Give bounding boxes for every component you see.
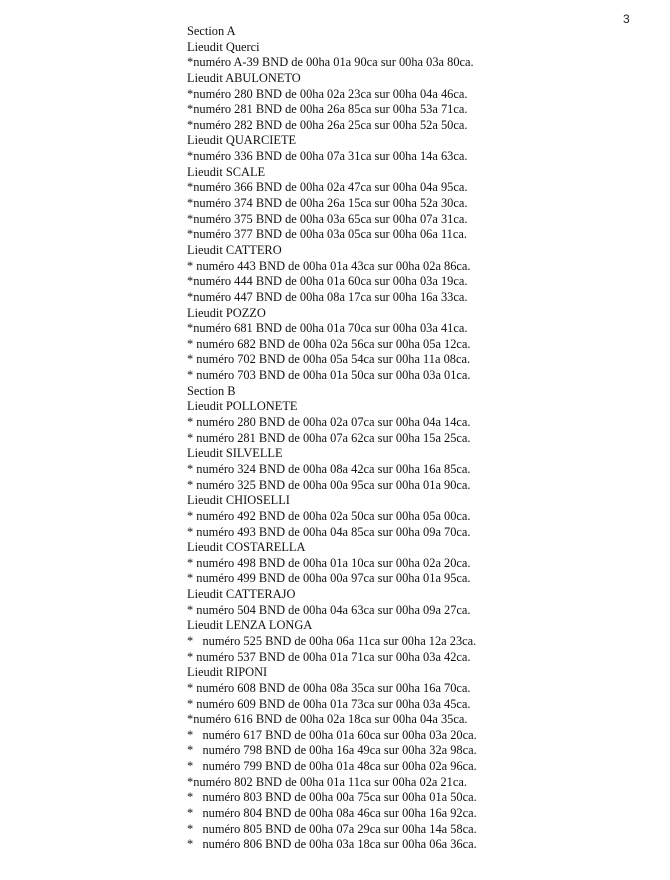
- parcel-entry: * numéro 608 BND de 00ha 08a 35ca sur 00ha 16a 70ca.: [187, 680, 471, 695]
- lieudit-heading: Lieudit CATTERAJO: [187, 587, 296, 602]
- parcel-entry: *numéro 616 BND de 00ha 02a 18ca sur 00ha 04a 35ca.: [187, 712, 468, 727]
- parcel-entry: * numéro 325 BND de 00ha 00a 95ca sur 00ha 01a 90ca.: [187, 477, 471, 492]
- parcel-entry: * numéro 799 BND de 00ha 01a 48ca sur 00ha 02a 96ca.: [187, 759, 477, 774]
- parcel-entry: *numéro 681 BND de 00ha 01a 70ca sur 00ha 03a 41ca.: [187, 321, 468, 336]
- parcel-entry: * numéro 525 BND de 00ha 06a 11ca sur 00ha 12a 23ca.: [187, 633, 477, 648]
- lieudit-heading: Lieudit CHIOSELLI: [187, 493, 290, 508]
- parcel-entry: * numéro 324 BND de 00ha 08a 42ca sur 00ha 16a 85ca.: [187, 461, 471, 476]
- page-number: 3: [623, 12, 630, 26]
- lieudit-heading: Lieudit LENZA LONGA: [187, 618, 313, 633]
- parcel-entry: * numéro 609 BND de 00ha 01a 73ca sur 00ha 03a 45ca.: [187, 696, 471, 711]
- document-body: [187, 24, 657, 853]
- section-heading: Section B: [187, 383, 236, 398]
- parcel-entry: *numéro 802 BND de 00ha 01a 11ca sur 00ha 02a 21ca.: [187, 774, 467, 789]
- parcel-entry: * numéro 805 BND de 00ha 07a 29ca sur 00ha 14a 58ca.: [187, 821, 477, 836]
- section-heading: Section A: [187, 24, 236, 38]
- lieudit-heading: Lieudit CATTERO: [187, 242, 282, 257]
- parcel-entry: * numéro 804 BND de 00ha 08a 46ca sur 00ha 16a 92ca.: [187, 806, 477, 821]
- parcel-entry: *numéro 366 BND de 00ha 02a 47ca sur 00ha 04a 95ca.: [187, 180, 468, 195]
- lieudit-heading: Lieudit ABULONETO: [187, 70, 301, 85]
- parcel-entry: *numéro 280 BND de 00ha 02a 23ca sur 00ha 04a 46ca.: [187, 86, 468, 101]
- parcel-entry: *numéro A-39 BND de 00ha 01a 90ca sur 00ha 03a 80ca.: [187, 55, 474, 70]
- parcel-entry: * numéro 803 BND de 00ha 00a 75ca sur 00ha 01a 50ca.: [187, 790, 477, 805]
- lieudit-heading: Lieudit COSTARELLA: [187, 540, 306, 555]
- lieudit-heading: Lieudit Querci: [187, 39, 260, 54]
- parcel-entry: * numéro 499 BND de 00ha 00a 97ca sur 00ha 01a 95ca.: [187, 571, 471, 586]
- parcel-entry: *numéro 281 BND de 00ha 26a 85ca sur 00ha 53a 71ca.: [187, 102, 468, 117]
- parcel-entry: * numéro 702 BND de 00ha 05a 54ca sur 00ha 11a 08ca.: [187, 352, 471, 367]
- parcel-entry: * numéro 443 BND de 00ha 01a 43ca sur 00ha 02a 86ca.: [187, 258, 471, 273]
- parcel-entry: * numéro 504 BND de 00ha 04a 63ca sur 00ha 09a 27ca.: [187, 602, 471, 617]
- lieudit-heading: Lieudit RIPONI: [187, 665, 268, 680]
- parcel-entry: * numéro 703 BND de 00ha 01a 50ca sur 00ha 03a 01ca.: [187, 368, 471, 383]
- lieudit-heading: Lieudit SILVELLE: [187, 446, 283, 461]
- parcel-entry: *numéro 375 BND de 00ha 03a 65ca sur 00ha 07a 31ca.: [187, 211, 468, 226]
- parcel-entry: *numéro 374 BND de 00ha 26a 15ca sur 00ha 52a 30ca.: [187, 196, 468, 211]
- parcel-entry: *numéro 282 BND de 00ha 26a 25ca sur 00ha 52a 50ca.: [187, 117, 468, 132]
- lieudit-heading: Lieudit POLLONETE: [187, 399, 298, 414]
- parcel-entry: *numéro 336 BND de 00ha 07a 31ca sur 00ha 14a 63ca.: [187, 149, 468, 164]
- parcel-entry: * numéro 498 BND de 00ha 01a 10ca sur 00ha 02a 20ca.: [187, 555, 471, 570]
- lieudit-heading: Lieudit SCALE: [187, 164, 266, 179]
- parcel-entry: * numéro 798 BND de 00ha 16a 49ca sur 00ha 32a 98ca.: [187, 743, 477, 758]
- parcel-entry: * numéro 682 BND de 00ha 02a 56ca sur 00ha 05a 12ca.: [187, 336, 471, 351]
- parcel-entry: *numéro 377 BND de 00ha 03a 05ca sur 00ha 06a 11ca.: [187, 227, 467, 242]
- parcel-entry: * numéro 806 BND de 00ha 03a 18ca sur 00ha 06a 36ca.: [187, 837, 477, 852]
- parcel-entry: *numéro 444 BND de 00ha 01a 60ca sur 00ha 03a 19ca.: [187, 274, 468, 289]
- parcel-entry: * numéro 537 BND de 00ha 01a 71ca sur 00ha 03a 42ca.: [187, 649, 471, 664]
- lieudit-heading: Lieudit QUARCIETE: [187, 133, 297, 148]
- parcel-entry: * numéro 280 BND de 00ha 02a 07ca sur 00ha 04a 14ca.: [187, 415, 471, 430]
- parcel-entry: * numéro 617 BND de 00ha 01a 60ca sur 00ha 03a 20ca.: [187, 727, 477, 742]
- parcel-entry: * numéro 492 BND de 00ha 02a 50ca sur 00ha 05a 00ca.: [187, 508, 471, 523]
- parcel-entry: * numéro 281 BND de 00ha 07a 62ca sur 00ha 15a 25ca.: [187, 430, 471, 445]
- lieudit-heading: Lieudit POZZO: [187, 305, 266, 320]
- parcel-entry: * numéro 493 BND de 00ha 04a 85ca sur 00ha 09a 70ca.: [187, 524, 471, 539]
- parcel-entry: *numéro 447 BND de 00ha 08a 17ca sur 00ha 16a 33ca.: [187, 289, 468, 304]
